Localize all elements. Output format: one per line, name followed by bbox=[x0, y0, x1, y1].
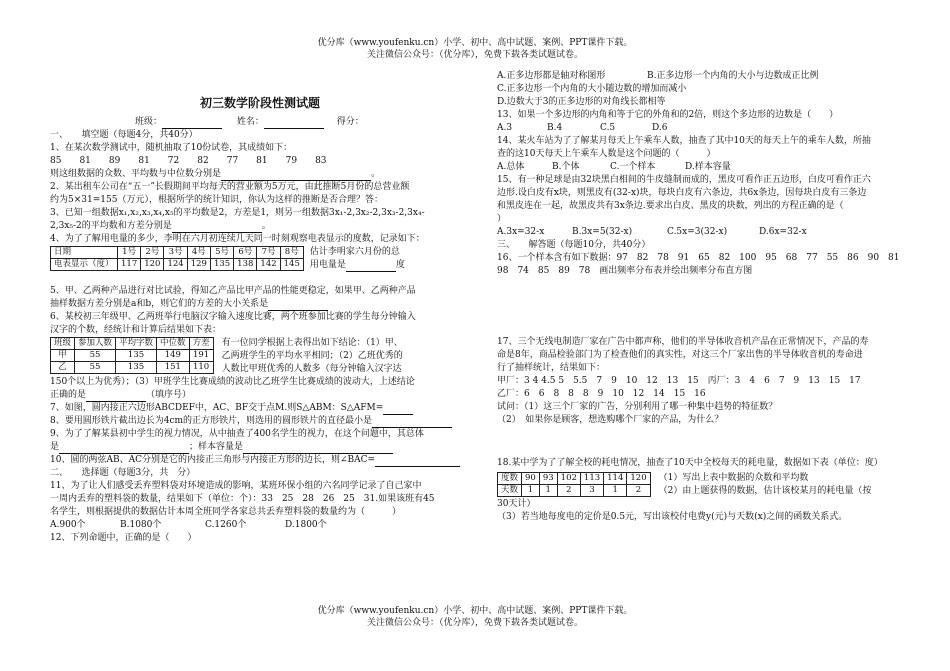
q1-data: 85 81 89 81 72 82 77 81 79 83 bbox=[50, 156, 327, 166]
q16-line-2: 98 74 85 89 78 画出频率分布表并绘出频率分布直方图 bbox=[497, 266, 753, 276]
table-cell: 114 bbox=[604, 473, 627, 485]
table-cell: 5号 bbox=[210, 247, 233, 259]
q14-option-a[interactable]: A.总体 bbox=[497, 162, 525, 172]
table-cell: 7号 bbox=[257, 247, 280, 259]
q15-line-1: 15、有一种足球是由32块黑白相间的牛皮缝制而成的，黑皮可看作正五边形，白皮可看作正六 bbox=[497, 175, 871, 185]
table-cell: 113 bbox=[580, 473, 603, 485]
q18-side-1: （1）写出上表中数据的众数和平均数 bbox=[658, 473, 809, 483]
q17-answer-space bbox=[497, 427, 907, 457]
table-cell: 日期 bbox=[51, 247, 118, 259]
q6-side-text bbox=[222, 337, 403, 376]
footer-line-2: 关注微信公众号：（优分库），免费下载各类试题试卷。 bbox=[366, 618, 583, 628]
table-cell: 平均字数 bbox=[116, 338, 157, 350]
q13-option-a[interactable]: A.3 bbox=[497, 123, 513, 133]
q16-line-1: 16、一个样本含有如下数据：97 82 78 91 65 82 100 95 68 77 55 86 90 81 bbox=[497, 253, 900, 263]
table-cell: 145 bbox=[280, 259, 303, 271]
q6-tail-1: 150个以上为优秀）；（3）甲班学生比赛成绩的波动比乙班学生比赛成绩的波动大，上述结论 bbox=[50, 377, 415, 387]
q11-option-a[interactable]: A.900个 bbox=[50, 520, 86, 530]
q1-answer-blank[interactable] bbox=[221, 170, 371, 181]
q6-tail-note: （填序号） bbox=[146, 390, 192, 400]
exam-title: 初三数学阶段性测试题 bbox=[199, 96, 320, 110]
table-cell: 55 bbox=[75, 362, 116, 374]
q8-text: 8、要用圆形铁片截出边长为4cm的正方形铁片，则选用的圆形铁片的直径最小是 bbox=[50, 416, 373, 426]
q2-line-1: 2、某出租车公司在“五一”长假期间平均每天的营业额为5万元，由此推断5月份的总营业额 bbox=[50, 182, 410, 192]
table-cell: 1 bbox=[539, 485, 557, 497]
q18-side-2: （2）由上题获得的数据，估计该校某月的耗电量（按 bbox=[658, 486, 872, 496]
q17-factory-a-c: 甲厂：3 4 4.5 5 5.5 7 9 10 12 13 15 丙厂：3 4 6 7 9 13 15 17 bbox=[497, 376, 861, 386]
table-row bbox=[51, 259, 304, 271]
q13-option-c[interactable]: C.5 bbox=[600, 123, 616, 133]
q11-line-1: 11、为了让人们感受丢弃塑料袋对环境造成的影响，某班环保小组的六名同学记录了自己家中 bbox=[50, 481, 422, 491]
q15-option-a[interactable]: A.3x=32-x bbox=[497, 227, 545, 237]
table-cell: 班级 bbox=[51, 338, 75, 350]
q14-line-1: 14、某火车站为了了解某月每天上午乘车人数，抽查了其中10天的每天上午的乘车人数，所抽 bbox=[497, 136, 871, 146]
table-row bbox=[51, 350, 214, 362]
q4-unit: 度 bbox=[395, 260, 405, 270]
q14-option-c[interactable]: C.一个样本 bbox=[610, 162, 656, 172]
q14-option-d[interactable]: D.样本容量 bbox=[685, 162, 731, 172]
table-cell: 甲 bbox=[51, 350, 75, 362]
q12-option-c[interactable]: C.正多边形一个内角的大小随边数的增加而减小 bbox=[497, 84, 687, 94]
q2-line-2: 约为5×31=155（万元），根据所学的统计知识，你认为这样的推断是否合理？答： bbox=[50, 195, 383, 205]
q13-options bbox=[497, 122, 907, 135]
section-1-heading: 一、 填空题（每题4分，共40分） bbox=[50, 130, 198, 140]
q4-answer-blank[interactable] bbox=[346, 261, 396, 272]
student-info bbox=[50, 116, 470, 129]
q16-answer-space bbox=[497, 278, 907, 336]
table-cell: 3 bbox=[580, 485, 603, 497]
q6-side-3: 人数比甲班优秀的人数多（每分钟输入汉字达 bbox=[221, 364, 402, 374]
q6-line-2: 汉字的个数，经统计和计算后结果如下表： bbox=[50, 325, 222, 335]
right-column bbox=[497, 70, 907, 524]
q1-text: 则这组数据的众数、平均数与中位数分别是 bbox=[50, 169, 222, 179]
section-2-heading: 二、 选择题（每题3分，共 分） bbox=[50, 468, 196, 478]
q9-population-blank[interactable] bbox=[59, 443, 189, 454]
table-cell: 乙 bbox=[51, 362, 75, 374]
table-row bbox=[51, 362, 214, 374]
q9-line-1: 9、为了了解某县初中学生的视力情况，从中抽查了400名学生的视力，在这个问题中，其总体 bbox=[50, 429, 424, 439]
q18-tail-2: （3）若当地每度电的定价是0.5元，写出该校付电费y(元)与天数(x)之间的函数关系式。 bbox=[497, 512, 848, 522]
q9-text-a: 是 bbox=[50, 442, 60, 452]
q15-option-b[interactable]: B.3x=5(32-x) bbox=[572, 227, 633, 237]
q5-line-2 bbox=[50, 298, 470, 311]
q14-line-2: 查的这10天每天上午乘车人数是这个问题的（ ） bbox=[497, 149, 716, 159]
q11-option-b[interactable]: B.1080个 bbox=[120, 520, 162, 530]
typing-table bbox=[50, 337, 214, 374]
table-cell: 90 bbox=[522, 473, 540, 485]
q7-line bbox=[50, 402, 470, 415]
class-label: 班级： bbox=[135, 117, 163, 127]
q18-tail-1: 30天计） bbox=[497, 499, 536, 509]
q14-option-b[interactable]: B.个体 bbox=[552, 162, 580, 172]
q4-side-2 bbox=[310, 259, 405, 272]
table-cell: 151 bbox=[157, 362, 190, 374]
table-cell: 110 bbox=[189, 362, 213, 374]
q5-line-1: 5、甲、乙两种产品进行对比试验，得知乙产品比甲产品的性能更稳定，如果甲、乙两种产品 bbox=[50, 286, 416, 296]
name-blank[interactable] bbox=[264, 118, 324, 129]
q6-side-2: 乙两班学生的平均水平相同；（2）乙班优秀的 bbox=[221, 351, 403, 361]
table-cell: 2号 bbox=[141, 247, 164, 259]
q4-row bbox=[50, 246, 470, 272]
q5-answer-blank[interactable] bbox=[268, 300, 328, 311]
table-cell: 120 bbox=[627, 473, 650, 485]
q6-row bbox=[50, 337, 470, 376]
q12-options-ab bbox=[497, 70, 907, 83]
table-cell: 120 bbox=[141, 259, 164, 271]
q12-line: 12、下列命题中，正确的是（ ） bbox=[50, 533, 197, 543]
table-row bbox=[498, 473, 651, 485]
q4-side-text bbox=[310, 246, 405, 272]
q3-line-2: 2,3x₅-2的平均数和方差分别是 。 bbox=[50, 221, 271, 231]
q6-side-1: 有一位同学根据上表得出如下结论：（1）甲、 bbox=[221, 338, 403, 348]
table-cell: 参加人数 bbox=[75, 338, 116, 350]
q7-answer-blank[interactable] bbox=[383, 404, 413, 415]
table-cell: 度数 bbox=[498, 473, 522, 485]
q4-side-text-a: 用电量是 bbox=[309, 260, 346, 270]
table-cell: 191 bbox=[189, 350, 213, 362]
q15-line-2: 边形.设白皮有x块，则黑皮有(32-x)块，每块白皮有六条边，共6x条边，因每块白皮有三条边 bbox=[497, 188, 867, 198]
q15-option-d[interactable]: D.6x=32-x bbox=[759, 227, 807, 237]
q18-side-text bbox=[659, 472, 872, 498]
q6-tail-2 bbox=[50, 389, 470, 402]
table-cell: 149 bbox=[157, 350, 190, 362]
q15-options bbox=[497, 226, 907, 239]
score-label: 得分： bbox=[336, 117, 364, 127]
table-cell: 102 bbox=[557, 473, 580, 485]
table-cell: 1号 bbox=[118, 247, 141, 259]
table-cell: 117 bbox=[118, 259, 141, 271]
table-cell: 135 bbox=[116, 350, 157, 362]
table-cell: 138 bbox=[234, 259, 257, 271]
q11-line-3: 名学生，则根据提供的数据估计本周全班同学各家总共丢弃塑料袋的数量约为（ ） bbox=[50, 507, 402, 517]
class-blank[interactable] bbox=[162, 118, 222, 129]
q6-line-1: 6、某校初三年级甲、乙两班举行电脑汉字输入速度比赛，两个班参加比赛的学生每分钟输入 bbox=[50, 312, 416, 322]
table-cell: 天数 bbox=[498, 485, 522, 497]
q5-text: 抽样数据方差分别是a和b，则它们的方差的大小关系是 bbox=[50, 299, 269, 309]
table-cell: 4号 bbox=[187, 247, 210, 259]
q8-answer-blank[interactable] bbox=[372, 417, 452, 428]
q17-line-3: 行了抽样统计，结果如下： bbox=[497, 363, 606, 373]
q15-line-3: 和黑皮连在一起，故黑皮共有3x条边.要求出白皮、黑皮的块数，列出的方程正确的是（ bbox=[497, 201, 844, 211]
q7-text: 7、如图，圆内接正六边形ABCDEF中，AC、BF交于点M.则S△ABM：S△AFM= bbox=[50, 403, 384, 413]
q6-tail-text: 正确的是 bbox=[50, 390, 87, 400]
q13-line: 13、如果一个多边形的内角和等于它的外角和的2倍，则这个多边形的边数是（ ） bbox=[497, 110, 839, 120]
q12-option-b[interactable]: B.正多边形一个内角的大小与边数成正比例 bbox=[647, 71, 819, 81]
table-cell: 124 bbox=[164, 259, 187, 271]
q3-answer-blank[interactable] bbox=[172, 222, 262, 233]
table-cell: 1 bbox=[604, 485, 627, 497]
q12-option-d[interactable]: D.边数大于3的正多边形的对角线长都相等 bbox=[497, 97, 666, 107]
q17-factory-b: 乙厂：6 6 8 8 8 9 10 12 14 15 16 bbox=[497, 389, 706, 399]
q11-option-c[interactable]: C.1260个 bbox=[205, 520, 247, 530]
table-row bbox=[498, 485, 651, 497]
q17-line-2: 命是8年，商品检验部门为了检查他们的真实性，对这三个厂家出售的半导体收音机的寿命进 bbox=[497, 350, 863, 360]
q8-line bbox=[50, 415, 470, 428]
q9-sample-blank[interactable] bbox=[243, 443, 393, 454]
q11-line-2: 一周内丢弃的塑料袋的数量，结果如下（单位：个）：33 25 28 26 25 31.如果该班有45 bbox=[50, 494, 435, 504]
page-footer bbox=[0, 605, 950, 629]
q9-line-2 bbox=[50, 441, 470, 454]
footer-line-1: 优分库（www.youfenku.cn）小学、初中、高中试题、案例、PPT课件下载。 bbox=[317, 606, 633, 616]
q11-options bbox=[50, 519, 470, 532]
header-line-2: 关注微信公众号：（优分库），免费下载各类试题试卷。 bbox=[366, 50, 583, 60]
q14-options bbox=[497, 161, 907, 174]
q12-option-a[interactable]: A.正多边形都是轴对称图形 bbox=[497, 71, 606, 81]
electricity-table bbox=[50, 246, 304, 271]
q18-row bbox=[497, 472, 907, 498]
q10-answer-blank[interactable] bbox=[375, 456, 460, 467]
q11-option-d[interactable]: D.1800个 bbox=[285, 520, 327, 530]
power-table bbox=[497, 472, 651, 497]
q9-text-b: ；样本容量是 bbox=[189, 442, 244, 452]
table-cell: 方差 bbox=[189, 338, 213, 350]
q13-option-b[interactable]: B.4 bbox=[547, 123, 563, 133]
q17-question-2: （2） 如果你是顾客，想选购哪个厂家的产品，为什么？ bbox=[497, 415, 724, 425]
q18-intro: 18.某中学为了了解全校的耗电情况，抽查了10天中全校每天的耗电量，数据如下表（单位：度） bbox=[497, 458, 883, 468]
table-cell: 142 bbox=[257, 259, 280, 271]
q17-question-1: 试问：（1）这三个厂家的广告，分别利用了哪一种集中趋势的特征数？ bbox=[497, 402, 778, 412]
table-cell: 2 bbox=[627, 485, 650, 497]
table-row bbox=[51, 338, 214, 350]
table-cell: 6号 bbox=[234, 247, 257, 259]
section-3-heading: 三、 解答题（每题10分，共40分） bbox=[497, 240, 651, 250]
table-cell: 93 bbox=[539, 473, 557, 485]
q4-side-1: 估计李明家六月份的总 bbox=[309, 247, 400, 257]
q15-line-4: ） bbox=[497, 214, 507, 224]
table-cell: 135 bbox=[210, 259, 233, 271]
q3-line-1: 3、已知一组数据x₁,x₂,x₃,x₄,x₅的平均数是2，方差是1，则另一组数据3x₁-2,3x₂-2,3x₃-2,3x₄- bbox=[50, 208, 425, 218]
table-cell: 129 bbox=[187, 259, 210, 271]
q1-line-3: 则这组数据的众数、平均数与中位数分别是 。 bbox=[50, 169, 381, 179]
q17-line-1: 17、三个无线电制造厂家在广告中都声称，他们的半导体收音机产品在正常情况下，产品的寿 bbox=[497, 337, 869, 347]
table-cell: 135 bbox=[116, 362, 157, 374]
table-cell: 中位数 bbox=[157, 338, 190, 350]
q1-line-1: 1、在某次数学测试中，随机抽取了10份试卷，其成绩如下： bbox=[50, 143, 293, 153]
table-cell: 电表显示（度） bbox=[51, 259, 118, 271]
table-cell: 2 bbox=[557, 485, 580, 497]
table-cell: 3号 bbox=[164, 247, 187, 259]
table-row bbox=[51, 247, 304, 259]
table-cell: 55 bbox=[75, 350, 116, 362]
q10-text: 10、圆的两弦AB、AC分别是它的内接正三角形与内接正方形的边长，则∠BAC= bbox=[50, 455, 376, 465]
q3-text: 2,3x₅-2的平均数和方差分别是 bbox=[50, 221, 172, 231]
name-label: 姓名： bbox=[236, 117, 264, 127]
table-cell: 1 bbox=[522, 485, 540, 497]
q6-answer-blank[interactable] bbox=[86, 391, 146, 402]
q10-line bbox=[50, 454, 470, 467]
page-header bbox=[0, 37, 950, 61]
q13-option-d[interactable]: D.6 bbox=[652, 123, 668, 133]
left-column bbox=[50, 64, 470, 545]
q4-line-1: 4、为了了解用电量的多少，李明在六月初连续几天同一时刻观察电表显示的度数，记录如下： bbox=[50, 234, 425, 244]
table-cell: 8号 bbox=[280, 247, 303, 259]
q15-option-c[interactable]: C.5x=3(32-x) bbox=[667, 227, 728, 237]
header-line-1: 优分库（www.youfenku.cn）小学、初中、高中试题、案例、PPT课件下载。 bbox=[317, 38, 633, 48]
